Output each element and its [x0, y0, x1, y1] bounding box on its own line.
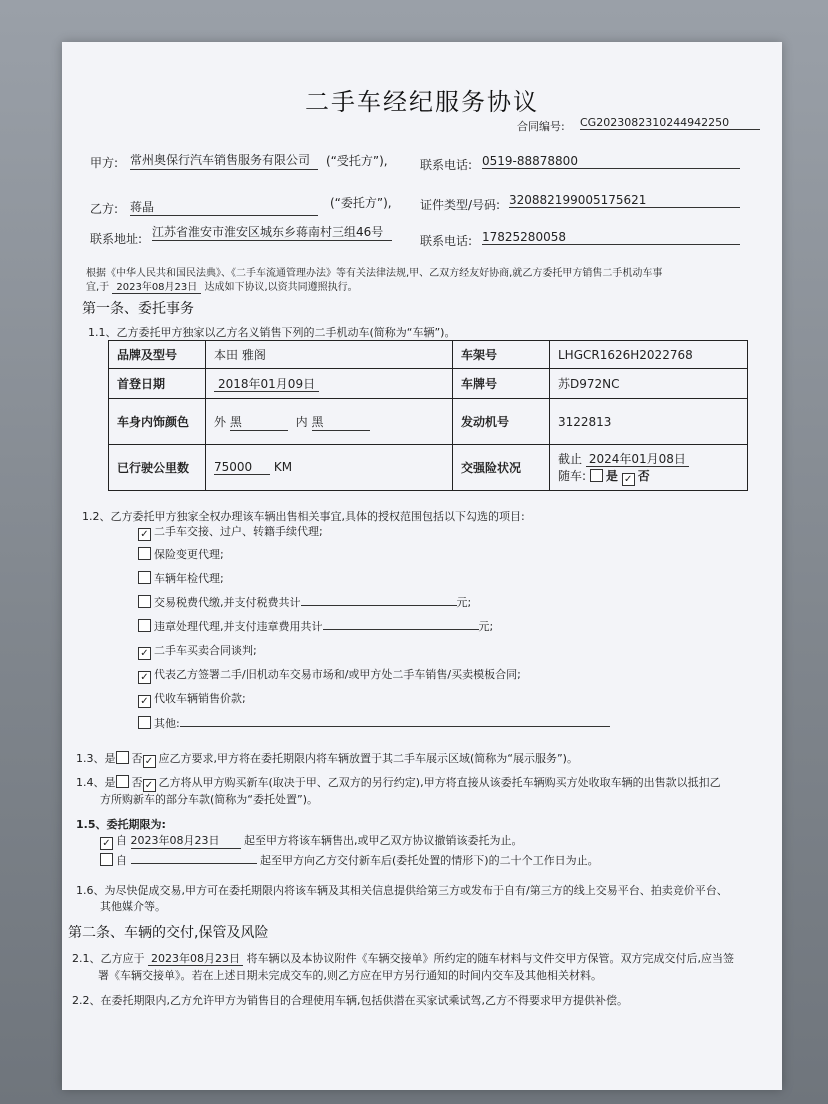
- party-b-name: 蒋晶: [130, 198, 318, 216]
- clause-2-1-line-2: 署《车辆交接单》。若在上述日期未完成交车的,则乙方应在甲方另行通知的时间内交车及其他相关材料。: [98, 969, 602, 982]
- party-a-label: 甲方:: [90, 156, 119, 170]
- preamble-line-1: 根据《中华人民共和国民法典》、《二手车流通管理办法》等有关法律法规,甲、乙双方经友好协商,就乙方委托甲方销售二手机动车事: [86, 268, 663, 279]
- reg-date-value: 2018年01月09日: [214, 377, 319, 392]
- engine-label: 发动机号: [453, 399, 550, 445]
- clause-1-4-text-1: 乙方将从甲方购买新车(取决于甲、乙双方的另行约定),甲方将直接从该委托车辆购买方处收取车辆的出售款以抵扣乙: [158, 776, 721, 789]
- auth-checkbox-3[interactable]: [138, 595, 151, 608]
- party-a-phone: 0519-88878800: [482, 154, 740, 169]
- follow-yes-checkbox[interactable]: [590, 469, 603, 482]
- vin-label: 车架号: [453, 341, 550, 369]
- outer-color-value: 黑: [230, 413, 288, 431]
- clause-1-3-yes-checkbox[interactable]: [116, 751, 129, 764]
- auth-checkbox-8[interactable]: [138, 716, 151, 729]
- party-b-phone: 17825280058: [482, 230, 740, 245]
- clause-1-6-line-2: 其他媒介等。: [100, 900, 166, 913]
- clause-1-3-text: 应乙方要求,甲方将在委托期限内将车辆放置于其二手车展示区域(简称为“展示服务”)。: [158, 752, 578, 765]
- clause-2-2: 2.2、在委托期限内,乙方允许甲方为销售目的合理使用车辆,包括供潜在买家试乘试驾,乙方不得要求甲方提供补偿。: [72, 994, 628, 1007]
- doc-title: 二手车经纪服务协议: [305, 88, 539, 116]
- auth-item-4-suffix: 元;: [478, 620, 494, 633]
- vin-value: LHGCR1626H2022768: [550, 341, 748, 369]
- clause-1-1: 1.1、乙方委托甲方独家以乙方名义销售下列的二手机动车(简称为“车辆”)。: [88, 326, 456, 339]
- clause-1-4-line-2: 方所购新车的部分车款(简称为“委托处置”)。: [100, 793, 318, 806]
- clause-1-3-yes: 1.3、是: [76, 752, 116, 765]
- clause-1-4-no-checkbox[interactable]: ✓: [143, 779, 156, 792]
- inner-color-label: 内: [295, 414, 308, 429]
- clause-1-6-line-1: 1.6、为尽快促成交易,甲方可在委托期限内将该车辆及其相关信息提供给第三方或发布于自有/第三方的线上交易平台、拍卖竞价平台、: [76, 884, 728, 897]
- term-option-1: [100, 832, 523, 850]
- auth-item-6-text: 代表乙方签署二手/旧机动车交易市场和/或甲方处二手车销售/买卖模板合同;: [154, 668, 521, 681]
- term-option-1-post: 起至甲方将该车辆售出,或甲乙双方协议撤销该委托为止。: [244, 834, 523, 847]
- auth-item-2: [138, 570, 224, 586]
- term-option-2-date-blank[interactable]: [131, 863, 257, 864]
- party-b-phone-label: 联系电话:: [420, 234, 473, 248]
- term-option-1-checkbox[interactable]: ✓: [100, 837, 113, 850]
- auth-item-7: [138, 690, 246, 708]
- preamble-line-2-pre: 宜,于: [86, 282, 110, 293]
- contract-page: [62, 42, 782, 1090]
- term-option-2: [100, 852, 599, 868]
- auth-item-7-text: 代收车辆销售价款;: [154, 692, 246, 705]
- auth-item-6: [138, 666, 521, 684]
- insurance-until-label: 截止: [558, 451, 583, 466]
- address-value: 江苏省淮安市淮安区城东乡蒋南村三组46号: [152, 224, 392, 241]
- auth-checkbox-4[interactable]: [138, 619, 151, 632]
- insurance-follow-line: [558, 467, 739, 486]
- auth-item-3: [138, 594, 471, 610]
- auth-checkbox-1[interactable]: [138, 547, 151, 560]
- color-label: 车身内饰颜色: [109, 399, 206, 445]
- clause-1-4-yes: 1.4、是: [76, 776, 116, 789]
- preamble-line-2: [86, 278, 358, 293]
- insurance-until-line: [558, 450, 739, 467]
- clause-1-4-yes-checkbox[interactable]: [116, 775, 129, 788]
- clause-2-1-line-1: [72, 950, 734, 966]
- km-value: 75000: [214, 460, 270, 475]
- party-a-phone-label: 联系电话:: [420, 158, 473, 172]
- brand-label: 品牌及型号: [109, 341, 206, 369]
- reg-date-cell: [206, 369, 453, 399]
- article-1-title: 第一条、委托事务: [82, 301, 194, 317]
- preamble-date: 2023年08月23日: [112, 282, 201, 294]
- contract-no-label: 合同编号:: [517, 120, 565, 133]
- insurance-label: 交强险状况: [453, 445, 550, 491]
- auth-item-1-text: 保险变更代理;: [154, 548, 224, 561]
- km-unit: KM: [273, 460, 293, 474]
- term-option-1-date: 2023年08月23日: [131, 832, 241, 849]
- inner-color-value: 黑: [312, 413, 370, 431]
- auth-checkbox-2[interactable]: [138, 571, 151, 584]
- clause-1-4-no: 否: [131, 776, 143, 789]
- auth-checkbox-0[interactable]: ✓: [138, 528, 151, 541]
- clause-1-3-no: 否: [131, 752, 143, 765]
- follow-yes-label: 是: [605, 468, 618, 483]
- plate-value: 苏D972NC: [550, 369, 748, 399]
- engine-value: 3122813: [550, 399, 748, 445]
- clause-2-1-pre: 2.1、乙方应于: [72, 952, 145, 965]
- party-b-role: (“委托方”),: [330, 196, 392, 210]
- color-cell: [206, 399, 453, 445]
- article-2-title: 第二条、车辆的交付,保管及风险: [68, 925, 269, 941]
- clause-1-3-no-checkbox[interactable]: ✓: [143, 755, 156, 768]
- auth-item-2-text: 车辆年检代理;: [154, 572, 224, 585]
- auth-item-5: [138, 642, 257, 660]
- vehicle-table: [108, 340, 748, 491]
- other-blank[interactable]: [180, 726, 610, 727]
- auth-item-0-text: 二手车交接、过户、转籍手续代理;: [154, 525, 323, 538]
- follow-no-label: 否: [637, 468, 650, 483]
- preamble-line-2-post: 达成如下协议,以资共同遵照执行。: [204, 282, 358, 293]
- auth-item-4-text: 违章处理代理,并支付违章费用共计: [154, 620, 323, 633]
- party-a-role: (“受托方”),: [326, 154, 388, 168]
- auth-item-8: [138, 715, 610, 731]
- outer-color-label: 外: [214, 414, 227, 429]
- tax-amount-blank[interactable]: [301, 605, 457, 606]
- party-b-id: 320882199005175621: [509, 193, 740, 208]
- auth-item-3-text: 交易税费代缴,并支付税费共计: [154, 596, 301, 609]
- clause-1-2-intro: 1.2、乙方委托甲方独家全权办理该车辆出售相关事宜,具体的授权范围包括以下勾选的项目:: [82, 510, 525, 523]
- auth-checkbox-6[interactable]: ✓: [138, 671, 151, 684]
- term-option-2-post: 起至甲方向乙方交付新车后(委托处置的情形下)的二十个工作日为止。: [260, 854, 599, 867]
- brand-value: 本田 雅阁: [206, 341, 453, 369]
- km-cell: [206, 445, 453, 491]
- auth-item-5-text: 二手车买卖合同谈判;: [154, 644, 257, 657]
- term-option-1-pre: 自: [116, 834, 127, 847]
- auth-item-4: [138, 618, 493, 634]
- auth-item-3-suffix: 元;: [456, 596, 472, 609]
- party-b-label: 乙方:: [90, 202, 119, 216]
- clause-1-4-line-1: [76, 774, 721, 792]
- auth-item-0: [138, 523, 323, 541]
- clause-2-1-date: 2023年08月23日: [148, 952, 243, 966]
- term-option-2-pre: 自: [116, 854, 127, 867]
- party-b-id-label: 证件类型/号码:: [420, 198, 501, 212]
- contract-no: CG2023082310244942250: [580, 116, 760, 130]
- term-option-2-checkbox[interactable]: [100, 853, 113, 866]
- km-label: 已行驶公里数: [109, 445, 206, 491]
- plate-label: 车牌号: [453, 369, 550, 399]
- insurance-cell: [550, 445, 748, 491]
- auth-checkbox-7[interactable]: ✓: [138, 695, 151, 708]
- reg-date-label: 首登日期: [109, 369, 206, 399]
- address-label: 联系地址:: [90, 232, 143, 246]
- auth-checkbox-5[interactable]: ✓: [138, 647, 151, 660]
- clause-2-1-post: 将车辆以及本协议附件《车辆交接单》所约定的随车材料与文件交甲方保管。双方完成交付后,应当签: [246, 952, 734, 965]
- violation-amount-blank[interactable]: [323, 629, 479, 630]
- clause-1-5-title: 1.5、委托期限为:: [76, 818, 166, 831]
- party-a-name: 常州奥保行汽车销售服务有限公司: [130, 152, 318, 170]
- auth-item-8-text: 其他:: [154, 717, 180, 730]
- clause-1-3: [76, 750, 578, 768]
- insurance-until-value: 2024年01月08日: [586, 452, 689, 467]
- auth-item-1: [138, 546, 224, 562]
- insurance-follow-label: 随车:: [558, 468, 587, 483]
- follow-no-checkbox[interactable]: ✓: [622, 473, 635, 486]
